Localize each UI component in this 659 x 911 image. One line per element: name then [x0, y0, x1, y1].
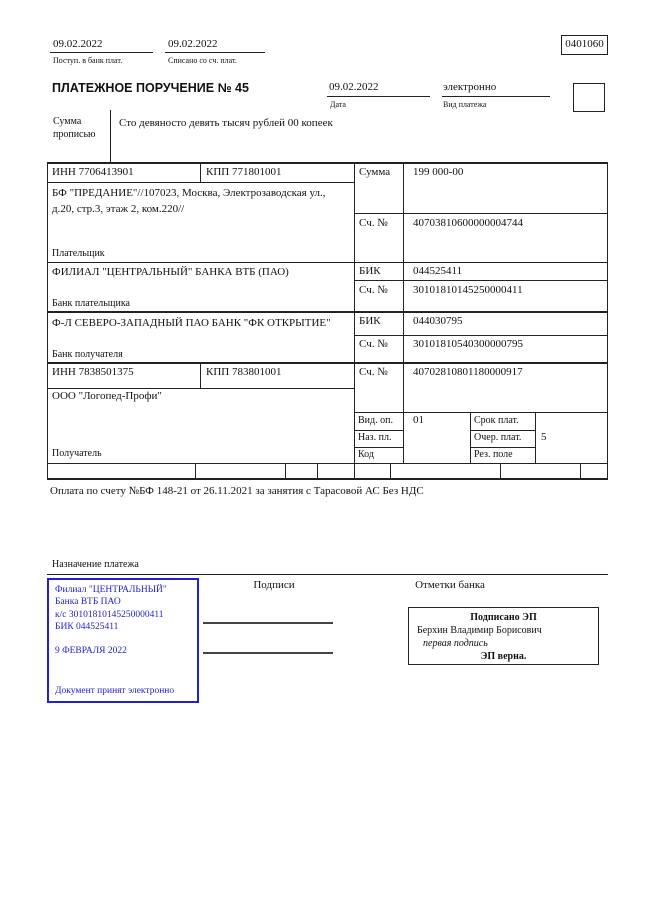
table-line-payee-inn-row — [47, 388, 354, 389]
signer-name: Берхин Владимир Борисович — [417, 625, 542, 636]
stamp-spacer — [55, 658, 191, 685]
payee-inn: ИНН 7838501375 — [52, 366, 134, 378]
table-border-bottom — [47, 478, 608, 480]
purpose-underline — [47, 574, 608, 575]
code-label: Код — [358, 449, 374, 460]
payee-bank-bik-value: 044030795 — [413, 315, 463, 327]
tax-row-divider-2 — [285, 463, 286, 478]
stamp-bik: БИК 044525411 — [55, 622, 119, 633]
payment-type-underline — [442, 96, 550, 97]
signatures-heading: Подписи — [253, 579, 295, 591]
payee-bank-name: Ф-Л СЕВЕРО-ЗАПАДНЫЙ ПАО БАНК "ФК ОТКРЫТИЕ" — [52, 317, 331, 329]
bank-marks-heading: Отметки банка — [415, 579, 485, 591]
date-underline — [327, 96, 430, 97]
order-value: 5 — [541, 431, 547, 443]
table-divider-labels — [403, 162, 404, 463]
tax-row-divider-1 — [195, 463, 196, 478]
stamp-corr-account: к/с 30101810145250000411 — [55, 609, 164, 620]
signature-line-2 — [203, 652, 333, 654]
sum-label: Сумма — [359, 166, 391, 178]
payer-account-value: 40703810600000004744 — [413, 217, 523, 229]
tax-row-divider-4 — [390, 463, 391, 478]
payee-bank-account-value: 30101810540300000795 — [413, 338, 523, 350]
payee-account-value: 40702810801180000917 — [413, 366, 523, 378]
signature-line-1 — [203, 622, 333, 624]
payee-kpp: КПП 783801001 — [206, 366, 282, 378]
table-border-left — [47, 162, 48, 480]
table-line-order-bottom — [470, 447, 535, 448]
table-line-payee-bank-bottom — [47, 362, 608, 364]
tax-row-divider-3 — [317, 463, 318, 478]
signature-kind-label: первая подпись — [423, 638, 488, 649]
table-line-sum-bottom — [354, 213, 608, 214]
debited-from-account-date: 09.02.2022 — [168, 38, 218, 50]
reserve-label: Рез. поле — [474, 449, 513, 460]
table-divider-term-right — [535, 412, 536, 463]
table-line-payer-bottom — [47, 262, 608, 263]
payer-bank-account-label: Сч. № — [359, 284, 388, 296]
document-date-value: 09.02.2022 — [329, 81, 379, 93]
payee-bank-label: Банк получателя — [52, 349, 123, 360]
table-line-term-bottom — [470, 430, 535, 431]
tax-row-divider-5 — [500, 463, 501, 478]
table-line-inn-row — [47, 182, 354, 183]
table-divider-inn-kpp-payee — [200, 362, 201, 388]
signed-ep-label: Подписано ЭП — [470, 612, 537, 623]
payer-label: Плательщик — [52, 248, 105, 259]
received-date-underline — [50, 52, 153, 53]
payer-name: БФ "ПРЕДАНИЕ"//107023, Москва, Электрозаводская ул., д.20, стр.3, этаж 2, ком.220// — [52, 187, 326, 215]
form-code-box: 0401060 — [561, 35, 608, 55]
received-in-bank-date: 09.02.2022 — [53, 38, 103, 50]
payee-name: ООО "Логопед-Профи" — [52, 390, 162, 402]
document-title: ПЛАТЕЖНОЕ ПОРУЧЕНИЕ № 45 — [52, 81, 249, 95]
amount-words-divider — [110, 110, 111, 163]
stamp-date: 9 ФЕВРАЛЯ 2022 — [55, 646, 127, 657]
stamp-spacer — [55, 633, 191, 645]
payer-bank-name: ФИЛИАЛ "ЦЕНТРАЛЬНЫЙ" БАНКА ВТБ (ПАО) — [52, 266, 289, 278]
date-label: Дата — [330, 100, 346, 109]
purpose-label: Назначение платежа — [52, 559, 139, 570]
payer-bank-account-value: 30101810145250000411 — [413, 284, 523, 296]
op-type-label: Вид. оп. — [358, 415, 393, 426]
tax-row-divider-6 — [580, 463, 581, 478]
table-border-top — [47, 162, 608, 164]
bank-acceptance-stamp — [47, 578, 199, 703]
table-border-right — [607, 162, 608, 480]
table-line-bik2-bottom — [354, 335, 608, 336]
purpose-code-label: Наз. пл. — [358, 432, 392, 443]
table-line-payer-bank-bottom — [47, 311, 608, 313]
stamp-footer-text: Документ принят электронно — [55, 685, 175, 696]
payer-bank-label: Банк плательщика — [52, 298, 130, 309]
payer-bank-bik-label: БИК — [359, 265, 381, 277]
payer-kpp: КПП 771801001 — [206, 166, 282, 178]
debited-from-account-label: Списано со сч. плат. — [168, 56, 237, 65]
op-type-value: 01 — [413, 414, 424, 426]
purpose-text: Оплата по счету №БФ 148-21 от 26.11.2021 за занятия с Тарасовой АС Без НДС — [50, 485, 424, 497]
payee-account-label: Сч. № — [359, 366, 388, 378]
table-line-optype-bottom — [354, 430, 403, 431]
status-field-box — [573, 83, 605, 112]
table-divider-main — [354, 162, 355, 480]
payee-bank-bik-label: БИК — [359, 315, 381, 327]
payee-label: Получатель — [52, 448, 102, 459]
stamp-bank-name: Филиал "ЦЕНТРАЛЬНЫЙ" Банка ВТБ ПАО — [55, 585, 167, 608]
payment-type-label: Вид платежа — [443, 100, 487, 109]
table-line-bik1-bottom — [354, 280, 608, 281]
table-divider-term-left — [470, 412, 471, 463]
ep-verified-label: ЭП верна. — [480, 651, 527, 662]
payer-bank-bik-value: 044525411 — [413, 265, 463, 277]
payee-bank-account-label: Сч. № — [359, 338, 388, 350]
order-label: Очер. плат. — [474, 432, 522, 443]
received-in-bank-label: Поступ. в банк плат. — [53, 56, 123, 65]
payer-inn: ИНН 7706413901 — [52, 166, 134, 178]
table-line-nazpl-bottom — [354, 447, 403, 448]
sum-value: 199 000-00 — [413, 166, 464, 178]
payment-type-value: электронно — [443, 81, 497, 93]
debited-date-underline — [165, 52, 265, 53]
amount-words-value: Сто девяносто девять тысяч рублей 00 копеек — [119, 117, 333, 129]
table-line-optype-top — [354, 412, 608, 413]
table-divider-inn-kpp-payer — [200, 162, 201, 182]
term-label: Срок плат. — [474, 415, 519, 426]
payer-account-label: Сч. № — [359, 217, 388, 229]
table-line-tax-row-top — [47, 463, 608, 464]
electronic-signature-stamp — [408, 607, 599, 665]
amount-words-label: Сумма прописью — [53, 116, 96, 140]
